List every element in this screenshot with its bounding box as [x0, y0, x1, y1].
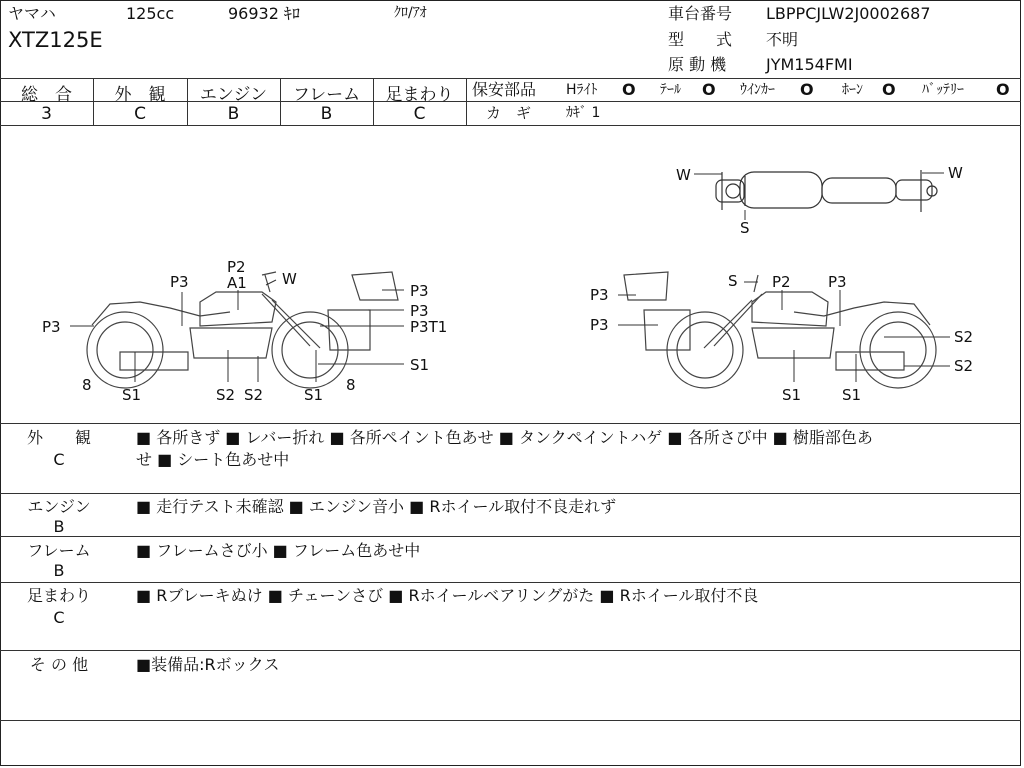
- key-value: ｶｷﾞ 1: [566, 105, 601, 121]
- remark-category: エンジン: [27, 497, 91, 516]
- remark-grade: C: [53, 608, 65, 627]
- safety-headlight: Hﾗｲﾄ: [566, 82, 598, 98]
- frame-no-label: 車台番号: [668, 4, 733, 23]
- diagram-label: P2: [227, 258, 246, 276]
- remark-grade: C: [53, 450, 65, 469]
- divider: [466, 78, 467, 125]
- divider: [0, 493, 1021, 494]
- winker-ok-mark: O: [800, 80, 814, 99]
- diagram-label: S1: [410, 356, 430, 374]
- diagram-label: P3: [590, 316, 609, 334]
- grade-total-label: 総 合: [21, 85, 72, 105]
- diagram-label: S1: [304, 386, 324, 404]
- horn-ok-mark: O: [882, 80, 896, 99]
- remark-category: 足まわり: [26, 586, 91, 605]
- type-value: 不明: [766, 30, 799, 49]
- diagram-label: S2: [954, 328, 974, 346]
- battery-ok-mark: O: [996, 80, 1010, 99]
- divider: [0, 536, 1021, 537]
- diagram-label: P3: [170, 273, 189, 291]
- diagram-label: 8: [346, 376, 356, 394]
- diagram-label: P3: [42, 318, 61, 336]
- diagram-label: W: [948, 164, 963, 182]
- diagram-label: S1: [842, 386, 862, 404]
- diagram-label: P2: [772, 273, 791, 291]
- top-view-bike: [716, 170, 937, 212]
- diagram-label: S2: [954, 357, 974, 375]
- remark-grade: B: [53, 561, 65, 580]
- safety-battery: ﾊﾞｯﾃﾘｰ: [922, 82, 964, 98]
- diagram-label: P3T1: [410, 318, 448, 336]
- remark-grade: B: [53, 517, 65, 536]
- diagram-label: S2: [216, 386, 236, 404]
- grade-exterior-label: 外 観: [114, 85, 166, 105]
- remark-line: せ ■ シート色あせ中: [136, 450, 290, 469]
- diagram-label: W: [676, 166, 691, 184]
- grade-engine-label: エンジン: [199, 85, 268, 105]
- headlight-ok-mark: O: [622, 80, 636, 99]
- tail-ok-mark: O: [702, 80, 716, 99]
- color: ｸﾛ/ｱｵ: [394, 5, 427, 21]
- divider: [0, 650, 1021, 651]
- grade-total-value: 3: [41, 104, 52, 124]
- divider: [0, 423, 1021, 424]
- diagram-label: W: [282, 270, 297, 288]
- damage-diagram: [0, 126, 1020, 422]
- diagram-label: P3: [590, 286, 609, 304]
- grade-exterior-value: C: [134, 104, 146, 124]
- safety-winker: ｳｲﾝｶｰ: [740, 82, 775, 98]
- frame-no: LBPPCJLW2J0002687: [766, 4, 931, 23]
- divider: [0, 720, 1021, 721]
- grade-suspension-value: C: [413, 104, 426, 124]
- remark-line: ■ Rブレーキぬけ ■ チェーンさび ■ Rホイールベアリングがた ■ Rホイール取付不良: [136, 586, 759, 605]
- displacement: 125cc: [126, 4, 175, 23]
- diagram-label: S: [740, 219, 750, 237]
- key-label: カ ギ: [486, 104, 532, 122]
- grade-engine-value: B: [227, 104, 240, 124]
- diagram-label: A1: [227, 274, 247, 292]
- remark-category: フレーム: [27, 541, 91, 560]
- engine-label: 原 動 機: [668, 55, 727, 74]
- remark-line: ■装備品:Rボックス: [136, 655, 280, 674]
- remark-line: ■ 走行テスト未確認 ■ エンジン音小 ■ Rホイール取付不良走れず: [136, 497, 617, 516]
- remark-category: そ の 他: [29, 655, 89, 674]
- safety-tail: ﾃｰﾙ: [660, 82, 681, 98]
- model-name: XTZ125E: [8, 28, 103, 52]
- safety-horn: ﾎｰﾝ: [842, 82, 863, 98]
- diagram-label: S: [728, 272, 738, 290]
- diagram-label: P3: [410, 282, 429, 300]
- remark-line: ■ フレームさび小 ■ フレーム色あせ中: [136, 541, 421, 560]
- diagram-label: S1: [122, 386, 142, 404]
- mileage: 96932 ｷﾛ: [228, 4, 300, 23]
- maker: ヤマハ: [8, 4, 56, 23]
- type-label: 型 式: [668, 30, 733, 49]
- engine-model: JYM154FMI: [766, 55, 853, 74]
- grade-suspension-label: 足まわり: [385, 85, 454, 105]
- diagram-label: S1: [782, 386, 802, 404]
- diagram-label: P3: [828, 273, 847, 291]
- safety-label: 保安部品: [472, 80, 537, 99]
- diagram-label: P3: [410, 302, 429, 320]
- remark-line: ■ 各所きず ■ レバー折れ ■ 各所ペイント色あせ ■ タンクペイントハゲ ■ 各所さび中 ■ 樹脂部色あ: [136, 428, 873, 447]
- grade-frame-label: フレーム: [292, 85, 361, 105]
- grade-frame-value: B: [320, 104, 333, 124]
- remark-category: 外 観: [26, 428, 91, 447]
- diagram-label: 8: [82, 376, 92, 394]
- diagram-label: S2: [244, 386, 264, 404]
- divider: [0, 582, 1021, 583]
- divider: [0, 78, 1021, 79]
